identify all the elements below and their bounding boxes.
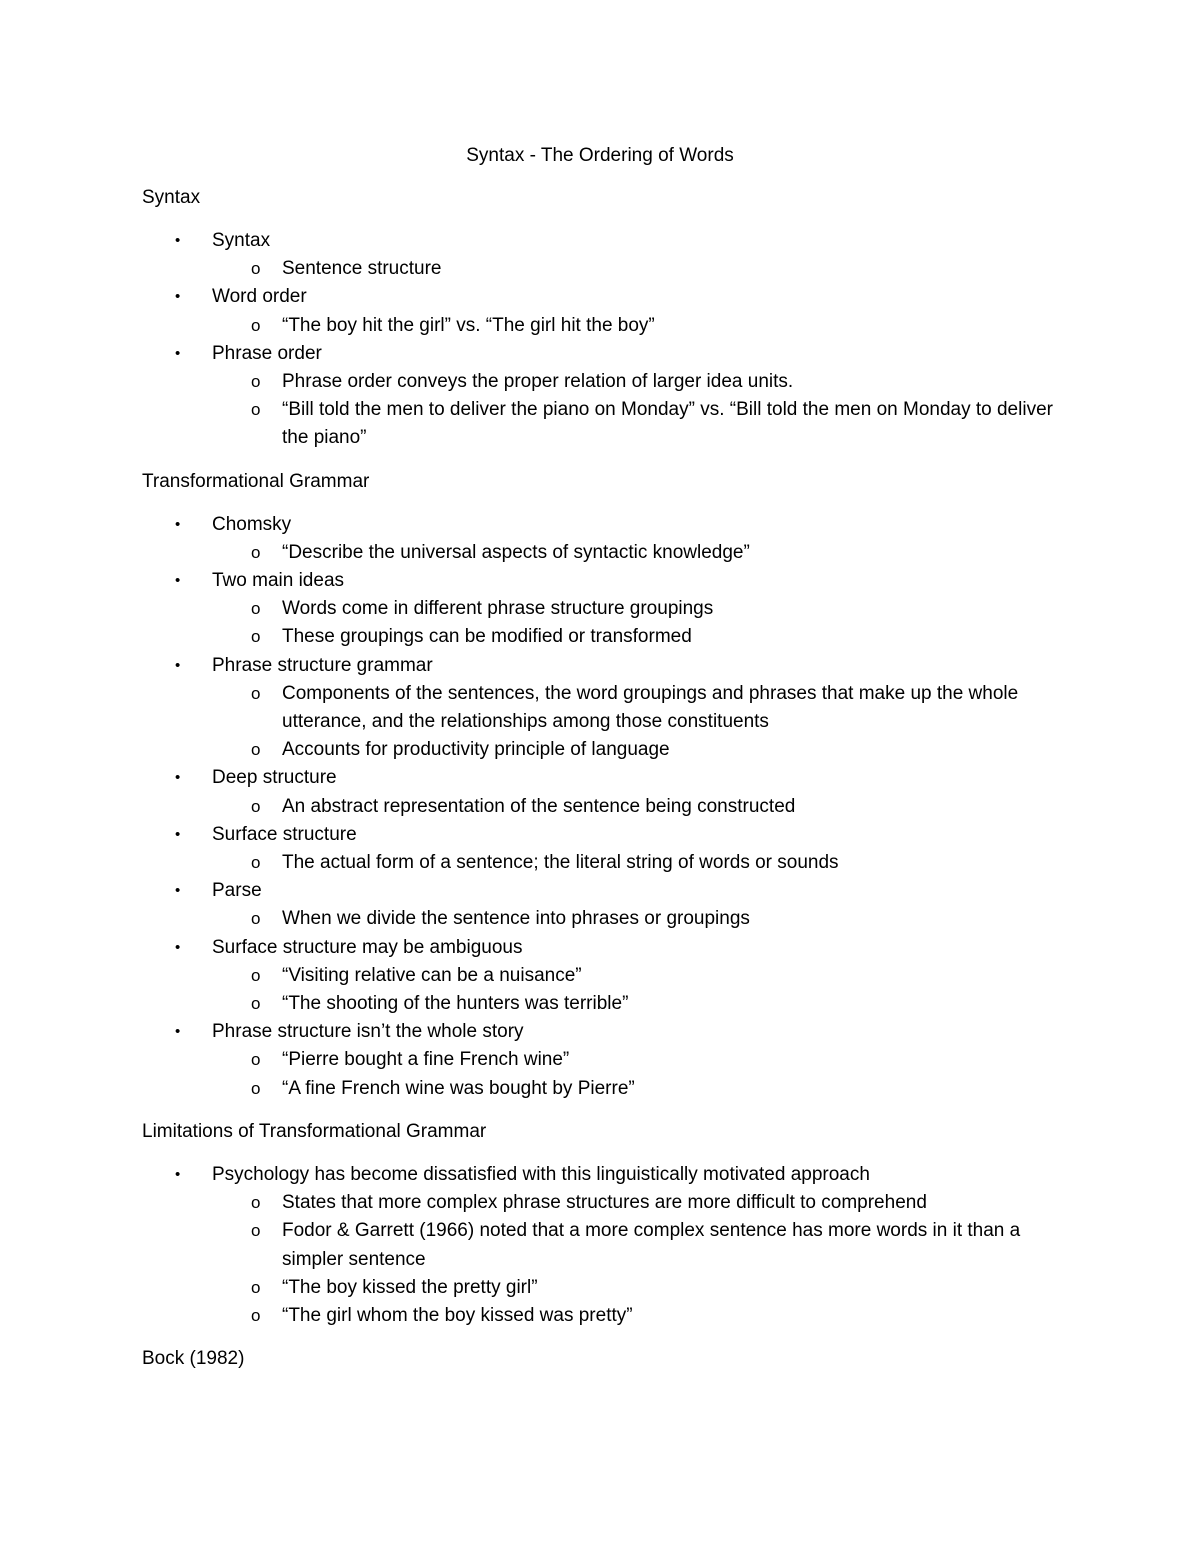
bullet-circle-icon: o [251,400,261,420]
sub-bullet-list [212,849,1062,877]
bullet-circle-icon: o [251,627,261,647]
sub-list-item [212,1274,1062,1302]
list-item-text: Parse [212,880,262,902]
bullet-circle-icon: o [251,1305,261,1325]
sub-list-item [212,905,1062,933]
sub-bullet-list [212,255,1062,283]
list-item-text: Deep structure [212,767,337,789]
list-item-text: Phrase structure isn’t the whole story [212,1021,524,1043]
bullet-circle-icon: o [251,1050,261,1070]
list-item [142,567,1062,652]
bullet-dot-icon: • [175,769,181,787]
bullet-circle-icon: o [251,909,261,929]
sub-list-item-text: Components of the sentences, the word groupings and phrases that make up the whole utterance, and the relationships among those constituents [282,682,1019,733]
sub-list-item [212,1075,1062,1103]
bullet-list [142,1161,1062,1330]
section-heading: Bock (1982) [142,1348,245,1370]
bullet-dot-icon: • [175,344,181,362]
sub-list-item-text: “The boy hit the girl” vs. “The girl hit the boy” [282,314,655,336]
sub-list-item-text: States that more complex phrase structures are more difficult to comprehend [282,1192,927,1214]
list-item [142,1018,1062,1103]
list-item [142,877,1062,933]
sub-list-item [212,623,1062,651]
list-item-text: Psychology has become dissatisfied with this linguistically motivated approach [212,1163,870,1185]
bullet-circle-icon: o [251,259,261,279]
list-item [142,227,1062,283]
sub-list-item [212,595,1062,623]
sub-list-item-text: Accounts for productivity principle of language [282,739,670,761]
list-item [142,764,1062,820]
sub-list-item-text: Words come in different phrase structure groupings [282,598,714,620]
bullet-dot-icon: • [175,1165,181,1183]
sub-list-item [212,1302,1062,1330]
sub-list-item-text: An abstract representation of the sentence being constructed [282,795,796,817]
bullet-dot-icon: • [175,1023,181,1041]
sub-bullet-list [212,595,1062,651]
sub-list-item-text: Sentence structure [282,258,442,280]
sub-list-item [212,1046,1062,1074]
document-title: Syntax - The Ordering of Words [466,145,734,166]
list-item [142,340,1062,453]
bullet-circle-icon: o [251,315,261,335]
sub-bullet-list [212,539,1062,567]
bullet-dot-icon: • [175,515,181,533]
list-item-text: Two main ideas [212,570,345,592]
sub-bullet-list [212,962,1062,1018]
bullet-circle-icon: o [251,994,261,1014]
sub-list-item [212,680,1062,736]
sub-list-item [212,736,1062,764]
list-item [142,821,1062,877]
bullet-dot-icon: • [175,825,181,843]
sub-list-item-text: “Pierre bought a fine French wine” [282,1049,570,1071]
section-heading: Limitations of Transformational Grammar [142,1120,487,1142]
sub-bullet-list [212,368,1062,453]
list-item [142,511,1062,567]
list-item-text: Syntax [212,230,271,251]
sub-bullet-list [212,905,1062,933]
sub-list-item [212,849,1062,877]
bullet-dot-icon: • [175,288,181,306]
section-heading: Transformational Grammar [142,470,370,492]
sub-list-item-text: When we divide the sentence into phrases or groupings [282,908,750,930]
list-item-text: Phrase structure grammar [212,654,433,676]
sub-list-item-text: These groupings can be modified or transformed [282,626,692,648]
sub-list-item-text: “The girl whom the boy kissed was pretty” [282,1304,633,1326]
sub-list-item-text: “Visiting relative can be a nuisance” [282,964,582,986]
bullet-circle-icon: o [251,1078,261,1098]
bullet-list [142,511,1062,1103]
sub-list-item-text: “A fine French wine was bought by Pierre” [282,1077,635,1099]
list-item-text: Surface structure may be ambiguous [212,936,523,958]
sub-bullet-list [212,1189,1062,1330]
sub-list-item [212,962,1062,990]
sub-list-item-text: The actual form of a sentence; the literal string of words or sounds [282,852,839,874]
bullet-circle-icon: o [251,372,261,392]
bullet-circle-icon: o [251,796,261,816]
sub-list-item [212,1189,1062,1217]
sub-list-item [212,793,1062,821]
bullet-circle-icon: o [251,542,261,562]
bullet-circle-icon: o [251,1277,261,1297]
bullet-dot-icon: • [175,232,181,249]
bullet-circle-icon: o [251,740,261,760]
bullet-circle-icon: o [251,599,261,619]
sub-list-item-text: “Bill told the men to deliver the piano on Monday” vs. “Bill told the men on Monday to deliver the piano” [282,399,1053,449]
sub-bullet-list [212,680,1062,765]
sub-list-item [212,539,1062,567]
sub-list-item [212,990,1062,1018]
bullet-circle-icon: o [251,1221,261,1241]
section-heading: Syntax [142,187,201,208]
bullet-dot-icon: • [175,938,181,956]
document-body [142,184,1062,1373]
bullet-circle-icon: o [251,965,261,985]
list-item [142,283,1062,339]
bullet-circle-icon: o [251,1193,261,1213]
sub-bullet-list [212,312,1062,340]
bullet-list [142,227,1062,453]
sub-bullet-list [212,793,1062,821]
list-item [142,1161,1062,1330]
sub-bullet-list [212,1046,1062,1102]
sub-list-item [212,396,1062,452]
list-item-text: Surface structure [212,823,357,845]
list-item [142,934,1062,1019]
list-item-text: Word order [212,286,307,308]
sub-list-item-text: Fodor & Garrett (1966) noted that a more complex sentence has more words in it than a simpler sentence [282,1220,1021,1270]
sub-list-item-text: “Describe the universal aspects of syntactic knowledge” [282,541,750,563]
sub-list-item [212,1217,1062,1273]
bullet-circle-icon: o [251,683,261,703]
list-item-text: Chomsky [212,513,292,535]
bullet-dot-icon: • [175,882,181,900]
sub-list-item [212,368,1062,396]
sub-list-item-text: “The boy kissed the pretty girl” [282,1276,538,1298]
sub-list-item [212,255,1062,283]
sub-list-item [212,312,1062,340]
bullet-dot-icon: • [175,572,181,590]
bullet-circle-icon: o [251,853,261,873]
list-item-text: Phrase order [212,342,322,364]
list-item [142,652,1062,765]
sub-list-item-text: “The shooting of the hunters was terrible” [282,993,629,1015]
sub-list-item-text: Phrase order conveys the proper relation of larger idea units. [282,371,794,393]
bullet-dot-icon: • [175,656,181,674]
